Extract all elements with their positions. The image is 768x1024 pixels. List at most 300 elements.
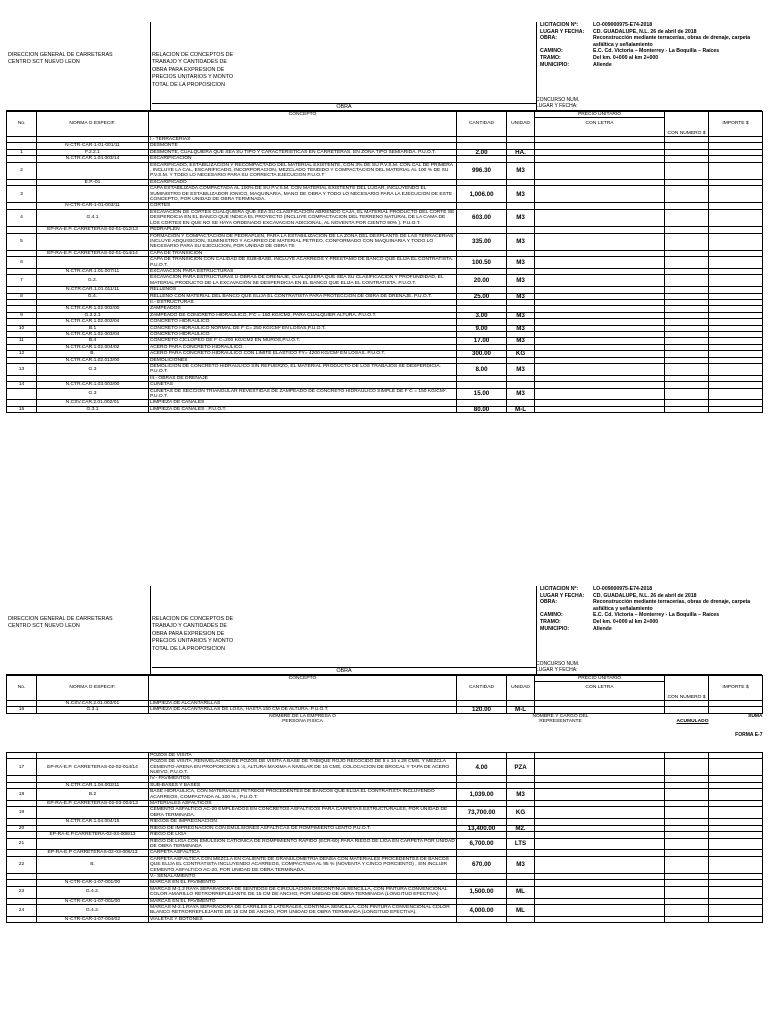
row-norma: EP-RA-E.P CARRETERAS-02-03-006/13 xyxy=(37,850,149,856)
empresa-label: NOMBRE DE LA EMPRESA O PERSONA FISICA xyxy=(269,713,336,725)
row-norma xyxy=(37,186,149,203)
row-norma: B.2 xyxy=(37,789,149,801)
row-importe xyxy=(709,856,763,873)
row-number: 16 xyxy=(7,707,37,713)
row-precio-numero xyxy=(665,904,709,916)
row-concepto: DEMOLICION DE CONCRETO HIDRÁULICO SIN REFUERZO, EL MATERIAL PRODUCTO DE LOS TRABAJOS SE DESPERDICIA. P.U.O.T. xyxy=(149,364,457,376)
col-norma: NORMA O ESPECIF. xyxy=(37,112,149,137)
row-norma: EP-RA-E.P.CARRETERA-02-03-008/13 xyxy=(37,832,149,838)
row-norma: N.CSV.CAR.2.01.003/01 xyxy=(37,701,149,707)
row-norma: G.3.2.1 xyxy=(37,312,149,318)
obra-label: OBRA xyxy=(152,103,536,111)
row-concepto: ESCARIFICADO xyxy=(149,179,457,185)
col-con-numero: CON NUMERO $ xyxy=(665,676,709,701)
tender-info-key: LUGAR Y FECHA: xyxy=(540,28,585,35)
row-concepto: CONCRETO HIDRAULICO xyxy=(149,332,457,338)
row-precio-letra xyxy=(535,759,665,776)
row-precio-numero xyxy=(665,856,709,873)
row-unidad: LTS xyxy=(507,838,535,850)
row-norma: EP-RA-E.P. CARRETERAS-02-01-012/13 xyxy=(37,227,149,233)
col-concepto: CONCEPTO xyxy=(149,112,457,137)
row-concepto: ESCARIFICACION xyxy=(149,156,457,162)
row-concepto: POZOS DE VISITA ,RENIVELACION DE POZOS DE VISITA A BASE DE TABIQUE ROJO RECOCIDO DE 5 x 14 x 28 CMS, Y MEZCLA CEMENTO-ARENA EN PROPORCION 1 :4, ALTURA MAXIMA A NIVELAR DE 15 CMS, COLOCACION DE BROCAL Y TAPA DE ACERO NUEVO, P.U.O.T. xyxy=(149,759,457,776)
row-concepto: CONCRETO HIDRAULICO xyxy=(149,319,457,325)
row-precio-letra xyxy=(535,886,665,898)
row-norma: N.CTR.CAR.1.04.004/15 xyxy=(37,819,149,825)
concurso-label: CONCURSO NUM. LUGAR Y FECHA: xyxy=(536,661,580,673)
dependency-name: DIRECCION GENERAL DE CARRETERAS CENTRO SCT NUEVO LEON xyxy=(8,616,113,629)
row-concepto: PEDRAPLEN xyxy=(149,227,457,233)
row-cantidad: 300.00 xyxy=(457,351,507,357)
row-concepto: RIEGO DE LIGA xyxy=(149,832,457,838)
row-unidad: M3 xyxy=(507,325,535,331)
row-concepto: CARPETA ASFÁLTICA CON MEZCLA EN CALIENTE DE GRANULOMETRÍA DENSA CON MATERIALES PROCEDENTES DE BANCOS QUE ELIJA EL CONTRATISTA INCLUYENDO ACARREOS, COMPACTADA AL 95 % (NOVENTA Y CINCO PORCIENTO) , SIN INCLUIR CEMENTO ASFALTICO AC-20, POR UNIDAD DE OBRA TERMINADA. xyxy=(149,856,457,873)
sheet-page-2 xyxy=(6,586,762,923)
tender-info-key: LICITACION Nº: xyxy=(540,586,579,592)
row-norma: B. xyxy=(37,856,149,873)
row-cantidad: 20.00 xyxy=(457,275,507,287)
concepts-table xyxy=(6,675,763,923)
row-precio-letra xyxy=(535,162,665,179)
row-number: 10 xyxy=(7,325,37,331)
relation-title: RELACION DE CONCEPTOS DE TRABAJO Y CANTIDADES DE OBRA PARA EXPRESION DE PRECIOS UNITARIOS Y MONTO TOTAL DE LA PROPOSICION xyxy=(152,616,234,652)
row-norma: G.4.1 xyxy=(37,209,149,226)
row-number: 8 xyxy=(7,293,37,299)
col-precio-unitario: PRECIO UNITARIO xyxy=(535,112,664,118)
row-concepto: CUNETAS xyxy=(149,382,457,388)
row-unidad: M3 xyxy=(507,364,535,376)
suma-label: SUMA xyxy=(748,713,763,719)
row-precio-numero xyxy=(665,209,709,226)
row-cantidad: 670.00 xyxy=(457,856,507,873)
row-concepto: LIMPIEZA DE CANALES . P.U.O.T. xyxy=(149,406,457,412)
row-precio-numero xyxy=(665,916,709,922)
table-row xyxy=(7,856,763,873)
col-concepto: CONCEPTO xyxy=(149,676,457,701)
row-norma: N.CTR.CAR.1.04.003/14 xyxy=(37,156,149,162)
blank-cell xyxy=(7,713,149,752)
tender-info-value: E.C. Cd. Victoria – Monterrey - La Boquilla – Raíces xyxy=(593,48,720,55)
col-con-letra: CON LETRA xyxy=(585,121,614,127)
row-cantidad: 8.00 xyxy=(457,364,507,376)
table-row xyxy=(7,275,763,287)
table-row xyxy=(7,916,763,922)
row-cantidad: 1,006.00 xyxy=(457,186,507,203)
row-norma: B. xyxy=(37,351,149,357)
row-precio-letra xyxy=(535,856,665,873)
tender-info-value: LO-009000975-E74-2018 xyxy=(593,586,653,592)
tender-info-key: OBRA: xyxy=(540,599,558,606)
row-importe xyxy=(709,904,763,916)
row-number: 23 xyxy=(7,886,37,898)
row-importe xyxy=(709,275,763,287)
table-row xyxy=(7,886,763,898)
row-number: 22 xyxy=(7,856,37,873)
table-row xyxy=(7,807,763,819)
tender-info-row xyxy=(540,612,762,619)
row-concepto: IV.- PAVIMENTOS xyxy=(149,776,457,782)
tender-info xyxy=(540,586,762,632)
row-concepto: DESMONTE xyxy=(149,143,457,149)
row-concepto: ACERO PARA CONCRETO HIDRÁULICO. xyxy=(149,344,457,350)
table-row xyxy=(7,233,763,250)
concepts-table xyxy=(6,111,763,413)
row-importe xyxy=(709,789,763,801)
row-cantidad: 603.00 xyxy=(457,209,507,226)
row-norma: G.4.2. xyxy=(37,904,149,916)
tender-info-key: CAMINO: xyxy=(540,612,563,619)
row-unidad: HA. xyxy=(507,149,535,155)
row-concepto: CORTES xyxy=(149,203,457,209)
tender-info-key: TRAMO: xyxy=(540,54,561,61)
row-unidad: ML xyxy=(507,886,535,898)
row-norma: N-CTR-CAR-1-07-001/00 xyxy=(37,880,149,886)
row-concepto: MARCAS M-1.2 RAYA SEPARADORA DE SENTIDOS DE CIRCULACIÓN DISCONTINUA SENCILLA, CON PINTURA CONVENCIONAL COLOR AMARILLO RETRORREFLEJANTE DE 15 CM DE ANCHO, POR UNIDAD DE OBRA TERMINADA (LONGITUD EFECTIVA). xyxy=(149,886,457,898)
row-concepto: CAPA ESTABILIZADA COMPACTADA AL 100% DE SU P.V.S.M. CON MATERIAL EXISTENTE DEL LUGAR, INCLUYENDO EL SUMINISTRO DE ESTABILIZADOR IONICO, MAQUINARIA, MANO DE OBRA Y TODO LO NECESARIO PARA LA EJECUCION DE ESTE CONCEPTO, POR UNIDAD DE OBRA TERMINADA. xyxy=(149,186,457,203)
tender-info-row xyxy=(540,62,762,69)
row-concepto: MARCAS EN EL PAVIMENTO xyxy=(149,898,457,904)
col-norma: NORMA O ESPECIF. xyxy=(37,676,149,701)
row-norma xyxy=(37,162,149,179)
row-cantidad: 1,500.00 xyxy=(457,886,507,898)
tender-info-key: MUNICIPIO: xyxy=(540,61,570,68)
table-row xyxy=(7,186,763,203)
row-precio-numero xyxy=(665,406,709,412)
row-norma: N.CTR.CAR.1.02.013/00 xyxy=(37,357,149,363)
row-precio-numero xyxy=(665,257,709,269)
row-concepto: V.- SEÑALAMIENTO xyxy=(149,873,457,879)
row-concepto: POZOS DE VISITA xyxy=(149,752,457,758)
row-importe xyxy=(709,209,763,226)
row-number: 21 xyxy=(7,838,37,850)
row-importe xyxy=(709,838,763,850)
column-header-row xyxy=(7,676,763,701)
row-precio-letra xyxy=(535,807,665,819)
row-unidad xyxy=(507,916,535,922)
tender-info-row xyxy=(540,619,762,626)
tender-info-value: Reconstrucción mediante terracerías, obras de drenaje, carpeta asfáltica y señalamiento xyxy=(593,599,751,612)
col-precio-unitario: PRECIO UNITARIO xyxy=(535,676,664,682)
row-unidad: M3 xyxy=(507,275,535,287)
tender-info-key: OBRA: xyxy=(540,35,558,42)
col-cantidad: CANTIDAD xyxy=(457,676,507,701)
table-row xyxy=(7,388,763,400)
row-precio-letra xyxy=(535,916,665,922)
row-norma xyxy=(37,233,149,250)
row-importe xyxy=(709,759,763,776)
tender-info-value: Allende xyxy=(593,625,612,632)
row-unidad: M3 xyxy=(507,338,535,344)
row-norma: N.CTR.CAR.1.03.003/00 xyxy=(37,382,149,388)
row-norma: EP-RA-E.P. CARRETERAS-02-03-004/13 xyxy=(37,801,149,807)
row-cantidad: 17.00 xyxy=(457,338,507,344)
row-concepto: EXCAVACIÓN PARA ESTRUCTURAS U OBRAS DE DRENAJE, CUALQUIERA QUE SEA SU CLASIFICACIÓN Y PROFUNDIDAD, EL MATERIAL PRODUCTO DE LA EXCAVACIÓN SE DESPERDICIA EN EL BANCO QUE ELIJA EL CONTRATISTA. P.U.O.T. xyxy=(149,275,457,287)
row-importe xyxy=(709,388,763,400)
row-importe xyxy=(709,257,763,269)
row-number: 3 xyxy=(7,186,37,203)
col-importe: IMPORTE $ xyxy=(709,112,763,137)
row-precio-numero xyxy=(665,364,709,376)
row-norma: G.3.1 xyxy=(37,707,149,713)
signature-row xyxy=(7,713,763,752)
row-concepto: MARCAS M-2.1 RAYA SEPARADORA DE CARRILES O LATERALES, CONTINUA SENCILLA, CON PINTURA CONVENCIONAL COLOR BLANCO RETRORREFLEJANTE DE 15 CM DE ANCHO, POR UNIDAD DE OBRA TERMINADA (LONGITUD EFECTIVA). xyxy=(149,904,457,916)
row-unidad: M3 xyxy=(507,312,535,318)
table-row xyxy=(7,364,763,376)
table-row xyxy=(7,789,763,801)
table-row xyxy=(7,406,763,412)
row-importe xyxy=(709,807,763,819)
row-concepto: CUNETAS DE SECCION TRIANGULAR REVESTIDAS DE ZAMPEADO DE CONCRETO HIDRAULICO SIMPLE DE F´C = 150 KG/CM². P.U.O.T. xyxy=(149,388,457,400)
row-number: 18 xyxy=(7,789,37,801)
row-precio-letra xyxy=(535,789,665,801)
row-concepto: FORMACION Y COMPACTACION DE PEDRAPLEN, PARA LA ESTABILIZACION DE LA ZONA DEL DESPLANTE DE LAS TERRACERIAS: INCLUYE ADQUISICION, SUMINISTRO Y ACARREO DE MATERIAL PETREO, CONFORMADO CON MAQUINARIA Y TODO LO NECESARIO PARA SU EJECUCION, POR UNIDAD DE OBRA TE xyxy=(150,233,455,250)
tender-info-value: LO-009000975-E74-2018 xyxy=(593,22,653,28)
row-concepto: MATERIALES ASFALTICOS xyxy=(149,801,457,807)
row-norma xyxy=(37,257,149,269)
row-cantidad: 120.00 xyxy=(457,707,507,713)
row-concepto: ESCARIFICADO, ESTABILIZACION Y RECOMPACTADO DEL MATERIAL EXISTENTE, CON 3% DE SU P.V.S.M. CON CAL DE PRIMERA , INCLUYE LA CAL, ESCARIFICADO, INCORPORACION, MEZCLADO TENDIDO Y COMPACTACION DEL MATERIAL AL 100 % DE SU P.V.S.M. Y TODO LO NECESARIO PARA SU CORRECTA EJECUCION P.U.O.T xyxy=(149,162,457,179)
table-row xyxy=(7,257,763,269)
row-cantidad: 9.00 xyxy=(457,325,507,331)
row-precio-numero xyxy=(665,275,709,287)
row-norma: N.CTR.CAR.1.01.011/11 xyxy=(37,287,149,293)
row-precio-letra xyxy=(535,275,665,287)
row-norma: N.CTR.CAR.1.01.007/11 xyxy=(37,268,149,274)
row-precio-numero xyxy=(665,838,709,850)
row-norma: N.CTR.CAR.1.04.002/11 xyxy=(37,782,149,788)
row-importe xyxy=(709,886,763,898)
row-concepto: I.- TERRACERIAS xyxy=(149,137,457,143)
row-norma: N.CSV.CAR.2.01.002/01 xyxy=(37,400,149,406)
row-number: 1 xyxy=(7,149,37,155)
row-precio-numero xyxy=(665,789,709,801)
tender-info-key: LUGAR Y FECHA: xyxy=(540,592,585,599)
row-concepto: DEMOLICIONES xyxy=(149,357,457,363)
row-precio-letra xyxy=(535,209,665,226)
row-number: 15 xyxy=(7,406,37,412)
row-importe xyxy=(709,364,763,376)
row-cantidad xyxy=(457,916,507,922)
row-importe xyxy=(709,233,763,250)
tender-info-value: Del km. 0+000 al km 2+000 xyxy=(593,54,659,61)
tender-info-value: Reconstrucción mediante terracerías, obras de drenaje, carpeta asfáltica y señalamiento xyxy=(593,35,751,48)
row-concepto: LIMPIEZA DE ALCANTARILLAS xyxy=(149,701,457,707)
row-precio-numero xyxy=(665,886,709,898)
divider xyxy=(150,586,151,674)
row-norma: G.3 xyxy=(37,388,149,400)
col-unidad: UNIDAD xyxy=(507,676,535,701)
row-number: 20 xyxy=(7,825,37,831)
tender-info-key: CAMINO: xyxy=(540,48,563,55)
row-number: 6 xyxy=(7,257,37,269)
col-unidad: UNIDAD xyxy=(507,112,535,137)
row-importe xyxy=(709,406,763,412)
tender-info-row xyxy=(540,593,762,600)
row-importe xyxy=(709,162,763,179)
row-concepto: CONCRETO CICLOPEO DE F´C=200 KG/CM2 EN MUROS,P.U.O.T. xyxy=(149,338,457,344)
tender-info xyxy=(540,22,762,68)
row-cantidad: 996.30 xyxy=(457,162,507,179)
row-unidad: M3 xyxy=(507,293,535,299)
row-norma: G.3 xyxy=(37,364,149,376)
totals-cell xyxy=(665,713,763,752)
row-concepto: EXCAVACION PARA ESTRUCTURAS xyxy=(149,268,457,274)
concurso-label: CONCURSO NUM. LUGAR Y FECHA: xyxy=(536,97,580,109)
row-concepto: BASE HIDRAULICA, CON MATERIALES PETREOS PROCEDENTES DE BANCOS QUE ELIJA EL CONTRATISTA INCLUYENDO ACARREOS, COMPACTADA AL 100 % , P.U.O.T. xyxy=(149,789,457,801)
table-row xyxy=(7,209,763,226)
row-number: 17 xyxy=(7,759,37,776)
row-precio-letra xyxy=(535,186,665,203)
row-norma: G.2. xyxy=(37,275,149,287)
row-cantidad: 13,400.00 xyxy=(457,825,507,831)
column-header-row xyxy=(7,112,763,137)
col-con-letra: CON LETRA xyxy=(585,685,614,691)
row-unidad: KG xyxy=(507,351,535,357)
table-row xyxy=(7,162,763,179)
row-norma: E.P.-01 xyxy=(37,179,149,185)
tender-info-key: LICITACION Nº: xyxy=(540,22,579,28)
tender-info-row xyxy=(540,55,762,62)
row-norma: B.4 xyxy=(37,338,149,344)
row-precio-letra xyxy=(535,364,665,376)
row-precio-letra xyxy=(535,838,665,850)
row-norma: G.3.1 xyxy=(37,406,149,412)
row-precio-letra xyxy=(535,233,665,250)
row-norma: G.4.2. xyxy=(37,886,149,898)
col-no: No. xyxy=(7,112,37,137)
table-row xyxy=(7,759,763,776)
row-unidad: M3 xyxy=(507,789,535,801)
row-precio-letra xyxy=(535,904,665,916)
row-concepto: RELLENOS xyxy=(149,287,457,293)
row-unidad: M3 xyxy=(507,388,535,400)
row-unidad: M3 xyxy=(507,186,535,203)
row-precio-numero xyxy=(665,162,709,179)
row-concepto: MARCAS EN EL PAVIMENTO xyxy=(149,880,457,886)
tender-info-value: CD. GUADALUPE, N.L. 26 de abril de 2018 xyxy=(593,28,697,35)
row-cantidad: 1,039.00 xyxy=(457,789,507,801)
row-concepto: CEMENTO ASFALTICO AC-20 EMPLEADOS EN CONCRETOS ASFALTICOS PARA CARPETAS ESTRUCTURALES, POR UNIDAD DE OBRA TERMINADA. xyxy=(149,807,457,819)
row-concepto: SUB-BASES Y BASES xyxy=(149,782,457,788)
row-norma xyxy=(37,838,149,850)
row-concepto: LIMPIEZA DE CANALES xyxy=(149,400,457,406)
tender-info-row xyxy=(540,35,762,48)
col-no: No. xyxy=(7,676,37,701)
row-cantidad: 73,700.00 xyxy=(457,807,507,819)
row-number: 7 xyxy=(7,275,37,287)
row-norma: B.1 xyxy=(37,325,149,331)
row-norma: N.CTR.CAR.1.02.003/04 xyxy=(37,332,149,338)
row-cantidad: 2.00 xyxy=(457,149,507,155)
row-number: 9 xyxy=(7,312,37,318)
tender-info-row xyxy=(540,626,762,633)
representante-label: NOMBRE Y CARGO DEL REPRESENTANTE xyxy=(532,713,589,725)
row-unidad: PZA xyxy=(507,759,535,776)
row-concepto: RIEGOS DE IMPREGNACION xyxy=(149,819,457,825)
row-number: 11 xyxy=(7,338,37,344)
row-precio-numero xyxy=(665,186,709,203)
row-concepto: CARPETA ASFÁLTICA xyxy=(149,850,457,856)
row-unidad: M3 xyxy=(507,856,535,873)
row-cantidad: 80.00 xyxy=(457,406,507,412)
row-unidad: M3 xyxy=(507,257,535,269)
tender-info-value: CD. GUADALUPE, N.L. 26 de abril de 2018 xyxy=(593,592,697,599)
row-unidad: M-L xyxy=(507,707,535,713)
row-cantidad: 25.00 xyxy=(457,293,507,299)
row-norma: N-CTR-CAR-1-01-003/11 xyxy=(37,203,149,209)
row-concepto: III.- OBRAS DE DRENAJE xyxy=(149,375,457,381)
table-row xyxy=(7,838,763,850)
row-precio-numero xyxy=(665,388,709,400)
sheet-page-1 xyxy=(6,22,762,413)
row-norma: N.CTR.CAR.1.02.004/02 xyxy=(37,344,149,350)
row-concepto: CAPA DE TRANSICION CON CALIDAD DE SUB-BASE, INCLUYE ACARREOS Y PRESTAMO DE BANCO QUE ELIJA EL CONTRATISTA. P.U.O.T. xyxy=(149,257,457,269)
row-number: 24 xyxy=(7,904,37,916)
relation-title: RELACION DE CONCEPTOS DE TRABAJO Y CANTIDADES DE OBRA PARA EXPRESION DE PRECIOS UNITARIOS Y MONTO TOTAL DE LA PROPOSICION xyxy=(152,52,234,88)
row-concepto: LIMPIEZA DE ALCANTARILLAS DE LOSA, HASTA 150 CM DE ALTURA. P.U.O.T. xyxy=(149,707,457,713)
col-con-numero: CON NUMERO $ xyxy=(665,112,709,137)
row-norma: EP-RA-E.P. CARRETERAS-02-01-014/14 xyxy=(37,250,149,256)
row-norma xyxy=(37,807,149,819)
table-row xyxy=(7,904,763,916)
forma-label: FORMA E-7 xyxy=(735,731,763,738)
tender-info-row xyxy=(540,48,762,55)
col-cantidad: CANTIDAD xyxy=(457,112,507,137)
tender-info-key: MUNICIPIO: xyxy=(540,625,570,632)
tender-info-key: TRAMO: xyxy=(540,618,561,625)
tender-info-row xyxy=(540,599,762,612)
row-norma: F.2.2.1 xyxy=(37,149,149,155)
row-precio-letra xyxy=(535,388,665,400)
row-cantidad: 4,000.00 xyxy=(457,904,507,916)
row-precio-numero xyxy=(665,233,709,250)
tender-info-row xyxy=(540,29,762,36)
row-unidad: M2. xyxy=(507,825,535,831)
row-concepto: CAPA DE TRANSICION xyxy=(149,250,457,256)
row-unidad: M3 xyxy=(507,162,535,179)
row-importe xyxy=(709,916,763,922)
row-unidad: M3 xyxy=(507,209,535,226)
col-importe: IMPORTE $ xyxy=(709,676,763,701)
row-concepto: VIALETAS Y BOTONES xyxy=(149,916,457,922)
row-unidad: KG xyxy=(507,807,535,819)
row-concepto: DESMONTE, CUALQUIERA QUE SEA SU TIPO Y CARACTERISTICAS EN CARRETERAS. EN ZONA TIPO SEMIARIDA. P.U.O.T. xyxy=(149,149,457,155)
sheet-header xyxy=(6,22,762,111)
row-number xyxy=(7,388,37,400)
row-precio-numero xyxy=(665,759,709,776)
row-norma: G.4. xyxy=(37,293,149,299)
row-number: 19 xyxy=(7,807,37,819)
row-norma: N-CTR-CAR-1-07-004/02 xyxy=(37,916,149,922)
row-unidad: M3 xyxy=(507,233,535,250)
row-concepto: RIEGO DE LIGA CON EMULSION CATIONICA DE ROMPIMIENTO RAPIDO (ECR-60) PARA RIEGO DE LIGA EN CARPETA POR UNIDAD DE OBRA TERMINADA xyxy=(150,838,455,849)
row-concepto: II.- ESTRUCTURAS xyxy=(149,299,457,305)
row-concepto: ZAMPEADO DE CONCRETO HIDRÁULICO, F'C = 150 KG/CM2, PARA CUALQUIER ALTURA. P.U.O.T. xyxy=(149,312,457,318)
divider xyxy=(150,22,151,110)
row-unidad: M-L xyxy=(507,406,535,412)
row-concepto: ZAMPEADOS xyxy=(149,306,457,312)
row-number: 14 xyxy=(7,382,37,388)
row-number: 12 xyxy=(7,351,37,357)
row-importe xyxy=(709,186,763,203)
row-cantidad: 100.50 xyxy=(457,257,507,269)
row-unidad: ML xyxy=(507,904,535,916)
tender-info-row xyxy=(540,22,762,29)
row-precio-letra xyxy=(535,406,665,412)
row-norma: N.CTR.CAR.1.02.003/04 xyxy=(37,319,149,325)
row-norma: N·CTR·CAR·1·01·001/11 xyxy=(37,143,149,149)
row-precio-numero xyxy=(665,807,709,819)
